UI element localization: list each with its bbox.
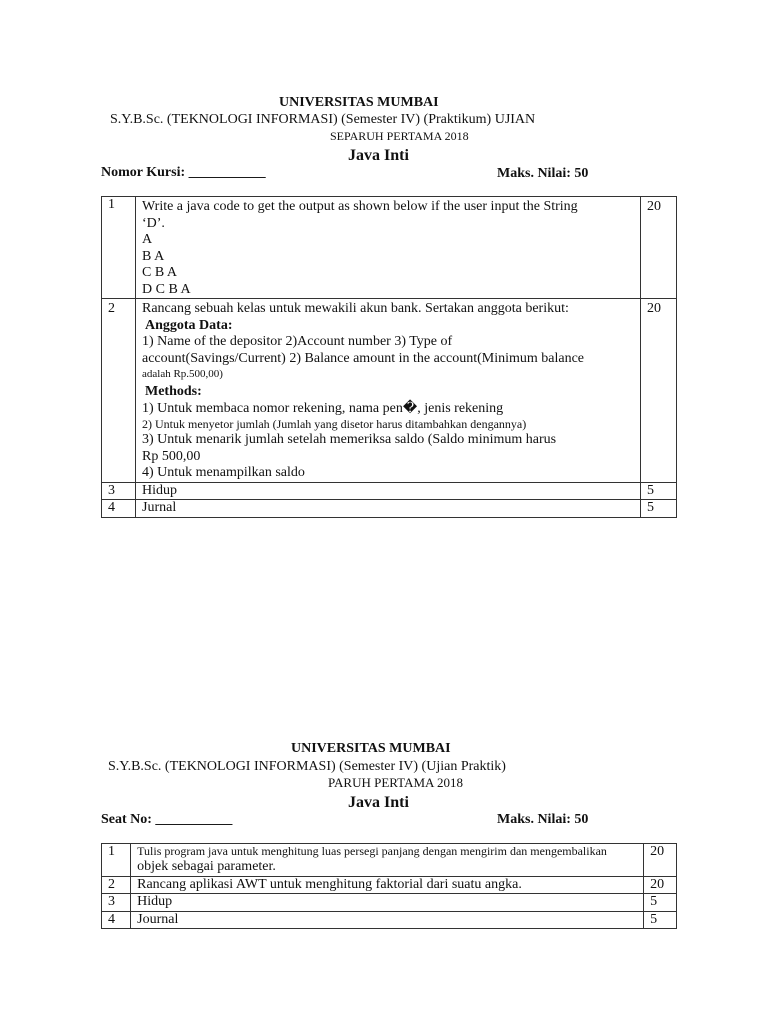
table-row: [102, 197, 677, 299]
data-member-line: adalah Rp.500,00): [142, 368, 223, 380]
question-number: 3: [102, 894, 131, 912]
question-text: [136, 197, 641, 299]
table-row: [102, 876, 677, 894]
method-line: 4) Untuk menampilkan saldo: [142, 465, 305, 480]
data-members-heading: Anggota Data:: [145, 317, 233, 333]
question-text: Journal: [131, 911, 644, 929]
question-line: objek sebagai parameter.: [137, 859, 276, 874]
paper2-university: UNIVERSITAS MUMBAI: [291, 741, 451, 756]
question-number: 1: [102, 844, 131, 877]
question-text: [131, 844, 644, 877]
question-marks: 20: [641, 197, 677, 299]
paper1-max-marks: Maks. Nilai: 50: [497, 166, 589, 181]
output-line: D C B A: [142, 281, 191, 297]
paper2-subject: Java Inti: [348, 794, 409, 811]
question-line: ‘D’.: [142, 215, 165, 231]
question-number: 3: [102, 482, 136, 500]
question-line: Write a java code to get the output as shown below if the user input the String: [142, 199, 578, 214]
paper2-question-table: [101, 843, 677, 929]
question-number: 2: [102, 299, 136, 483]
table-row: [102, 482, 677, 500]
question-text: Hidup: [131, 894, 644, 912]
table-row: [102, 894, 677, 912]
question-marks: 5: [644, 894, 677, 912]
paper2-seat-label: Seat No: ___________: [101, 812, 233, 827]
question-text: [136, 299, 641, 483]
question-marks: 20: [644, 876, 677, 894]
method-line: 3) Untuk menarik jumlah setelah memeriksa saldo (Saldo minimum harus: [142, 432, 557, 447]
question-marks: 20: [644, 844, 677, 877]
question-text: Hidup: [136, 482, 641, 500]
paper1-university: UNIVERSITAS MUMBAI: [279, 95, 439, 110]
question-marks: 5: [644, 911, 677, 929]
question-number: 4: [102, 500, 136, 518]
paper1-subject: Java Inti: [348, 147, 409, 164]
question-text: Rancang aplikasi AWT untuk menghitung faktorial dari suatu angka.: [131, 876, 644, 894]
table-row: [102, 911, 677, 929]
question-marks: 20: [641, 299, 677, 483]
method-line: 2) Untuk menyetor jumlah (Jumlah yang disetor harus ditambahkan dengannya): [142, 417, 527, 431]
methods-heading: Methods:: [145, 384, 202, 399]
method-line: Rp 500,00: [142, 448, 201, 464]
table-row: [102, 844, 677, 877]
question-marks: 5: [641, 500, 677, 518]
paper2-course-line: S.Y.B.Sc. (TEKNOLOGI INFORMASI) (Semester IV) (Ujian Praktik): [108, 759, 506, 774]
paper1-course-line: S.Y.B.Sc. (TEKNOLOGI INFORMASI) (Semester IV) (Praktikum) UJIAN: [110, 112, 536, 127]
question-line: Tulis program java untuk menghitung luas persegi panjang dengan mengirim dan mengembalikan: [137, 844, 607, 858]
paper2-max-marks: Maks. Nilai: 50: [497, 812, 589, 827]
output-line: A: [142, 232, 153, 247]
question-number: 4: [102, 911, 131, 929]
paper2-session: PARUH PERTAMA 2018: [328, 775, 463, 790]
output-line: C B A: [142, 265, 178, 280]
data-member-line: 1) Name of the depositor 2)Account number 3) Type of: [142, 334, 453, 349]
output-line: B A: [142, 248, 165, 264]
question-marks: 5: [641, 482, 677, 500]
table-row: [102, 299, 677, 483]
paper1-question-table: [101, 196, 677, 518]
table-row: [102, 500, 677, 518]
question-number: 2: [102, 876, 131, 894]
paper1-session: SEPARUH PERTAMA 2018: [330, 129, 469, 143]
data-member-line: account(Savings/Current) 2) Balance amount in the account(Minimum balance: [142, 350, 585, 366]
question-text: Jurnal: [136, 500, 641, 518]
paper1-seat-label: Nomor Kursi: ___________: [101, 165, 266, 180]
question-intro: Rancang sebuah kelas untuk mewakili akun bank. Sertakan anggota berikut:: [142, 301, 569, 316]
question-number: 1: [102, 197, 136, 299]
method-line: 1) Untuk membaca nomor rekening, nama pen�, jenis rekening: [142, 400, 504, 416]
